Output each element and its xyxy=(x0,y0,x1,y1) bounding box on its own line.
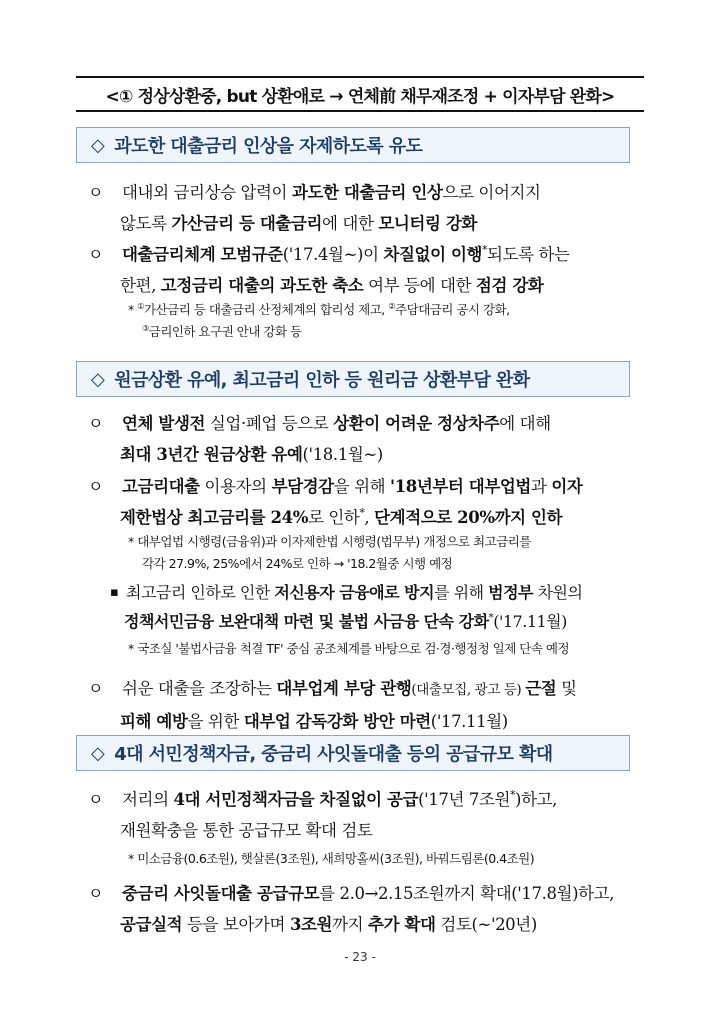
footnote: * ①가산금리 등 대출금리 산정체계의 합리성 제고, ②주담대금리 공시 강화, ③금리인하 요구권 안내 강화 등 xyxy=(128,300,510,339)
bullet-item: ㅇ 대출금리체계 모범규준('17.4월~)이 차질없이 이행*되도록 하는 한편, 고정금리 대출의 과도한 축소 여부 등에 대한 점검 강화 xyxy=(88,239,634,301)
section-heading-2 xyxy=(76,361,630,397)
footnote: * 국조실 '불법사금융 척결 TF' 중심 공조체계를 바탕으로 검·경·행정청 일제 단속 예정 xyxy=(128,641,570,656)
bullet-mark: ㅇ xyxy=(88,790,104,809)
bullet-mark: ㅇ xyxy=(88,414,104,433)
section-heading-text: 4대 서민정책자금, 중금리 사잇돌대출 등의 공급규모 확대 xyxy=(114,744,553,765)
section-heading-text: 원금상환 유예, 최고금리 인하 등 원리금 상환부담 완화 xyxy=(114,370,530,391)
bullet-item: ㅇ 중금리 사잇돌대출 공급규모를 2.0→2.15조원까지 확대('17.8월)하고, 공급실적 등을 보아가며 3조원까지 추가 확대 검토(~'20년) xyxy=(88,878,634,940)
bullet-mark: ㅇ xyxy=(88,183,104,202)
main-title: <① 정상상환중, but 상환애로 → 연체前 채무재조정 + 이자부담 완화> xyxy=(76,76,644,112)
footnote: * 미소금융(0.6조원), 햇살론(3조원), 새희망홀씨(3조원), 바꿔드림론(0.4조원) xyxy=(128,851,535,866)
diamond-icon: ◇ xyxy=(91,368,105,390)
section-heading-text: 과도한 대출금리 인상을 자제하도록 유도 xyxy=(114,136,423,157)
bullet-item: ㅇ 고금리대출 이용자의 부담경감을 위해 '18년부터 대부업법과 이자 제한법상 최고금리를 24%로 인하*, 단계적으로 20%까지 인하 xyxy=(88,471,634,533)
bullet-mark: ㅇ xyxy=(88,245,104,264)
bullet-item: ㅇ 저리의 4대 서민정책자금을 차질없이 공급('17년 7조원*)하고, 재원확충을 통한 공급규모 확대 검토 xyxy=(88,784,634,846)
square-bullet-item: ▪ 최고금리 인하로 인한 저신용자 금융애로 방지를 위해 범정부 차원의 정책서민금융 보완대책 마련 및 불법 사금융 단속 강화*('17.11월) xyxy=(110,578,640,636)
bullet-mark: ㅇ xyxy=(88,884,104,903)
square-bullet-mark: ▪ xyxy=(110,585,119,600)
bullet-item: ㅇ 대내외 금리상승 압력이 과도한 대출금리 인상으로 이어지지 않도록 가산금리 등 대출금리에 대한 모니터링 강화 xyxy=(88,177,634,239)
page-number: - 23 - xyxy=(344,950,376,964)
bullet-item: ㅇ 쉬운 대출을 조장하는 대부업계 부당 관행(대출모집, 광고 등) 근절 및 피해 예방을 위한 대부업 감독강화 방안 마련('17.11월) xyxy=(88,673,634,737)
section-heading-1 xyxy=(76,127,630,163)
bullet-mark: ㅇ xyxy=(88,679,104,698)
diamond-icon: ◇ xyxy=(91,742,105,764)
bullet-mark: ㅇ xyxy=(88,477,104,496)
footnote: * 대부업법 시행령(금융위)과 이자제한법 시행령(법무부) 개정으로 최고금리를 각각 27.9%, 25%에서 24%로 인하 → '18.2월중 시행 예정 xyxy=(128,534,531,571)
bullet-item: ㅇ 연체 발생전 실업·폐업 등으로 상환이 어려운 정상차주에 대해 최대 3년간 원금상환 유예('18.1월~) xyxy=(88,408,634,470)
diamond-icon: ◇ xyxy=(91,134,105,156)
section-heading-3 xyxy=(76,735,630,771)
